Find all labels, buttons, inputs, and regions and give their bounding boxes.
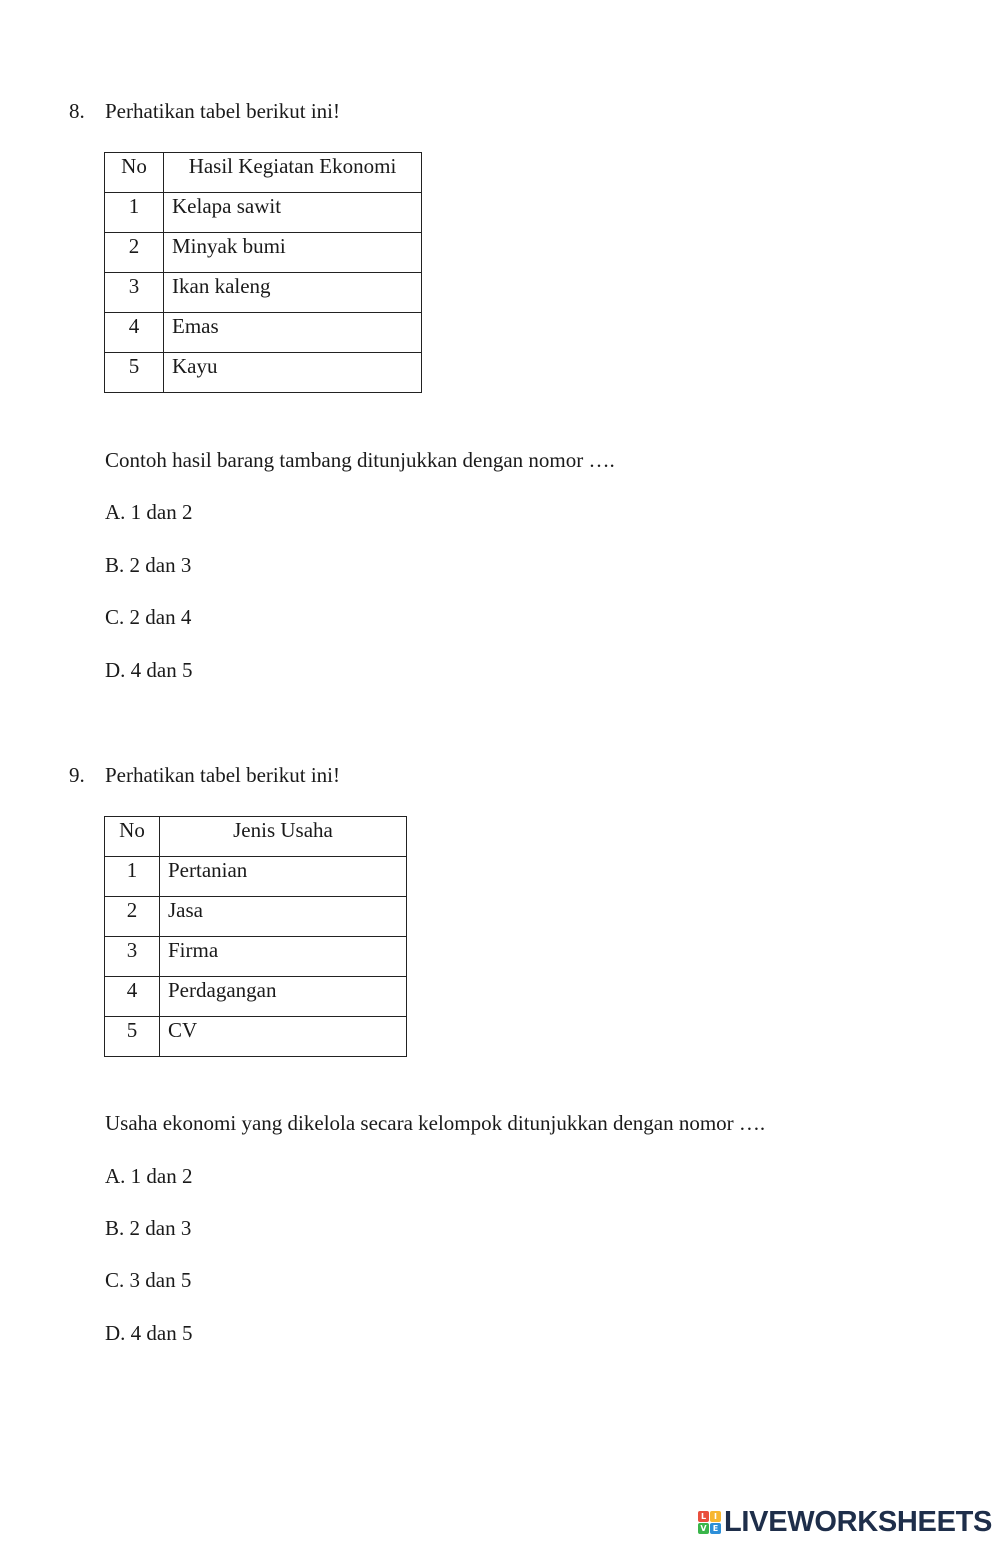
- question-9-prompt: Usaha ekonomi yang dikelola secara kelompok ditunjukkan dengan nomor ….: [105, 1111, 766, 1135]
- question-9-option-d[interactable]: D. 4 dan 5: [105, 1321, 193, 1345]
- table-row: [105, 233, 422, 273]
- table-cell-text: Kelapa sawit: [164, 193, 422, 233]
- logo-letter: V: [698, 1523, 709, 1534]
- table-row: [105, 1017, 407, 1057]
- question-9-title: Perhatikan tabel berikut ini!: [105, 763, 341, 787]
- table-cell-text: Emas: [164, 313, 422, 353]
- table-cell-no: 1: [105, 193, 164, 233]
- logo-text: LIVEWORKSHEETS: [724, 1505, 993, 1538]
- table-cell-text: Pertanian: [160, 857, 407, 897]
- table-row: [105, 977, 407, 1017]
- liveworksheets-logo: [698, 1506, 992, 1538]
- table-cell-no: 4: [105, 977, 160, 1017]
- table-row: [105, 313, 422, 353]
- table-row: [105, 353, 422, 393]
- question-9-number: 9.: [69, 763, 85, 787]
- question-8-title: Perhatikan tabel berikut ini!: [105, 99, 341, 123]
- question-8-option-c[interactable]: C. 2 dan 4: [105, 605, 192, 629]
- table-header-no: No: [105, 153, 164, 193]
- table-cell-no: 4: [105, 313, 164, 353]
- table-row: [105, 857, 407, 897]
- question-8-option-a[interactable]: A. 1 dan 2: [105, 500, 193, 524]
- question-8-option-d[interactable]: D. 4 dan 5: [105, 658, 193, 682]
- question-8-number: 8.: [69, 99, 85, 123]
- table-cell-no: 3: [105, 937, 160, 977]
- question-8-prompt: Contoh hasil barang tambang ditunjukkan dengan nomor ….: [105, 448, 615, 472]
- question-9-option-c[interactable]: C. 3 dan 5: [105, 1268, 192, 1292]
- logo-letter: E: [710, 1523, 721, 1534]
- table-row: [105, 193, 422, 233]
- table-cell-no: 2: [105, 897, 160, 937]
- table-cell-text: Perdagangan: [160, 977, 407, 1017]
- table-header-label: Jenis Usaha: [160, 817, 407, 857]
- table-row: [105, 937, 407, 977]
- question-8-table: [104, 152, 422, 393]
- table-cell-text: Ikan kaleng: [164, 273, 422, 313]
- question-9-table: [104, 816, 407, 1057]
- table-cell-text: Kayu: [164, 353, 422, 393]
- table-cell-text: Minyak bumi: [164, 233, 422, 273]
- table-cell-no: 3: [105, 273, 164, 313]
- table-cell-no: 5: [105, 1017, 160, 1057]
- question-8-option-b[interactable]: B. 2 dan 3: [105, 553, 192, 577]
- logo-mark-icon: [698, 1511, 721, 1534]
- logo-letter: L: [698, 1511, 709, 1522]
- table-row: [105, 897, 407, 937]
- logo-letter: I: [710, 1511, 721, 1522]
- table-cell-no: 2: [105, 233, 164, 273]
- table-cell-text: Jasa: [160, 897, 407, 937]
- table-header-row: [105, 153, 422, 193]
- table-header-no: No: [105, 817, 160, 857]
- table-header-label: Hasil Kegiatan Ekonomi: [164, 153, 422, 193]
- table-cell-no: 5: [105, 353, 164, 393]
- question-9-option-b[interactable]: B. 2 dan 3: [105, 1216, 192, 1240]
- table-row: [105, 273, 422, 313]
- question-9-option-a[interactable]: A. 1 dan 2: [105, 1164, 193, 1188]
- table-header-row: [105, 817, 407, 857]
- table-cell-text: Firma: [160, 937, 407, 977]
- table-cell-no: 1: [105, 857, 160, 897]
- table-cell-text: CV: [160, 1017, 407, 1057]
